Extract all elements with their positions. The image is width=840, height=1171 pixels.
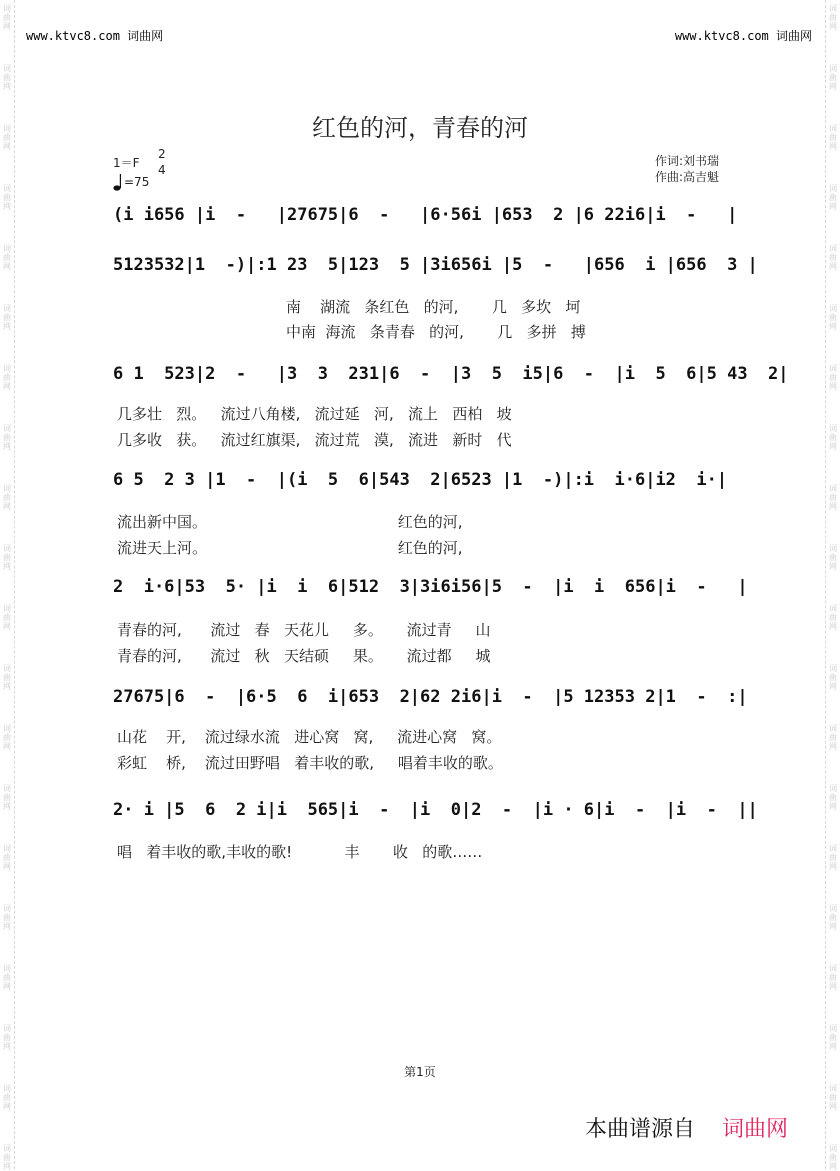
watermark-text: 词 曲 网: [829, 304, 837, 331]
time-signature: [158, 146, 166, 178]
watermark-text: 词 曲 网: [829, 424, 837, 451]
time-signature-top: 2: [158, 147, 166, 161]
watermark-text: 词 曲 网: [829, 964, 837, 991]
lyric-line: 青春的河, 流过 秋 天结硕 果。 流过都 城: [117, 647, 491, 665]
watermark-text: 词 曲 网: [829, 124, 837, 151]
watermark-text: 词 曲 网: [3, 1144, 11, 1171]
lyric-line: 山花 开, 流过绿水流 进心窝 窝, 流进心窝 窝。: [117, 728, 502, 746]
score-row-5: 2 i·6|53 5· |i i 6|512 3|3i6i56|5 - |i i 656|i - |: [113, 577, 748, 597]
watermark-text: 词 曲 网: [3, 424, 11, 451]
watermark-text: 词 曲 网: [829, 1084, 837, 1111]
watermark-text: 词 曲 网: [3, 664, 11, 691]
watermark-text: 词 曲 网: [829, 484, 837, 511]
lyric-line: 中南 海流 条青春 的河, 几 多拼 搏: [286, 323, 586, 341]
header-site-left[interactable]: www.ktvc8.com 词曲网: [26, 29, 164, 43]
lyric-line: 唱 着丰收的歌,丰收的歌! 丰 收 的歌……: [117, 843, 483, 861]
score-row-6: 27675|6 - |6·5 6 i|653 2|62 2i6|i - |5 12353 2|1 - :|: [113, 687, 748, 707]
quarter-note-icon: [113, 173, 123, 191]
watermark-text: 词 曲 网: [3, 904, 11, 931]
watermark-text: 词 曲 网: [3, 244, 11, 271]
lyric-line: 流进天上河。 红色的河,: [117, 539, 463, 557]
watermark-text: 词 曲 网: [3, 604, 11, 631]
lyric-line: 流出新中国。 红色的河,: [117, 513, 463, 531]
watermark-text: 词 曲 网: [829, 4, 837, 31]
watermark-text: 词 曲 网: [829, 604, 837, 631]
lyric-line: 几多壮 烈。 流过八角楼, 流过延 河, 流上 西柏 坡: [117, 405, 512, 423]
watermark-text: 词 曲 网: [3, 844, 11, 871]
watermark-text: 词 曲 网: [3, 304, 11, 331]
score-row-7: 2· i |5 6 2 i|i 565|i - |i 0|2 - |i · 6|i - |i - ||: [113, 800, 758, 820]
time-signature-bottom: 4: [158, 163, 166, 177]
header-site-right[interactable]: www.ktvc8.com 词曲网: [674, 29, 812, 43]
watermark-text: 词 曲 网: [829, 1144, 837, 1171]
source-label: 本曲谱源自: [585, 1117, 696, 1142]
lyricist: 作词:刘书瑞: [655, 154, 720, 168]
watermark-text: 词 曲 网: [3, 1084, 11, 1111]
watermark-text: 词 曲 网: [829, 1024, 837, 1051]
watermark-text: 词 曲 网: [3, 364, 11, 391]
watermark-text: 词 曲 网: [3, 784, 11, 811]
page-number: 第1页: [404, 1065, 436, 1079]
watermark-text: 词 曲 网: [829, 64, 837, 91]
watermark-text: 词 曲 网: [3, 484, 11, 511]
score-row-3: 6 1 523|2 - |3 3 231|6 - |3 5 i5|6 - |i 5 6|5 43 2|: [113, 364, 789, 384]
song-title: 红色的河，青春的河: [312, 114, 528, 142]
watermark-text: 词 曲 网: [829, 724, 837, 751]
credits: [655, 153, 719, 185]
watermark-text: 词 曲 网: [829, 904, 837, 931]
lyric-line: 彩虹 桥, 流过田野唱 着丰收的歌, 唱着丰收的歌。: [117, 754, 503, 772]
watermark-text: 词 曲 网: [3, 544, 11, 571]
right-watermark-strip: [825, 0, 840, 1169]
watermark-text: 词 曲 网: [829, 664, 837, 691]
watermark-text: 词 曲 网: [829, 544, 837, 571]
watermark-text: 词 曲 网: [3, 4, 11, 31]
watermark-text: 词 曲 网: [829, 244, 837, 271]
lyric-line: 几多收 获。 流过红旗渠, 流过荒 漠, 流进 新时 代: [117, 431, 512, 449]
watermark-text: 词 曲 网: [829, 184, 837, 211]
watermark-text: 词 曲 网: [3, 724, 11, 751]
score-row-2: 5123532|1 -)|:1 23 5|123 5 |3i656i |5 - |656 i |656 3 |: [113, 255, 758, 275]
score-row-1: (i i656 |i - |27675|6 - |6·56i |653 2 |6 22i6|i - |: [113, 205, 738, 225]
watermark-text: 词 曲 网: [3, 1024, 11, 1051]
watermark-text: 词 曲 网: [3, 964, 11, 991]
watermark-text: 词 曲 网: [3, 64, 11, 91]
lyric-line: 南 湖流 条红色 的河, 几 多坎 坷: [286, 298, 581, 316]
source-brand-link[interactable]: 词曲网: [722, 1117, 789, 1142]
score-row-4: 6 5 2 3 |1 - |(i 5 6|543 2|6523 |1 -)|:i i·6|i2 i·|: [113, 470, 728, 490]
key-signature: 1＝F: [113, 156, 140, 170]
composer: 作曲:高吉魁: [655, 170, 720, 184]
watermark-text: 词 曲 网: [829, 844, 837, 871]
tempo-marking: =75: [124, 175, 150, 189]
watermark-text: 词 曲 网: [829, 364, 837, 391]
left-watermark-strip: [0, 0, 15, 1169]
watermark-text: 词 曲 网: [3, 124, 11, 151]
lyric-line: 青春的河, 流过 春 天花儿 多。 流过青 山: [117, 621, 491, 639]
watermark-text: 词 曲 网: [3, 184, 11, 211]
watermark-text: 词 曲 网: [829, 784, 837, 811]
